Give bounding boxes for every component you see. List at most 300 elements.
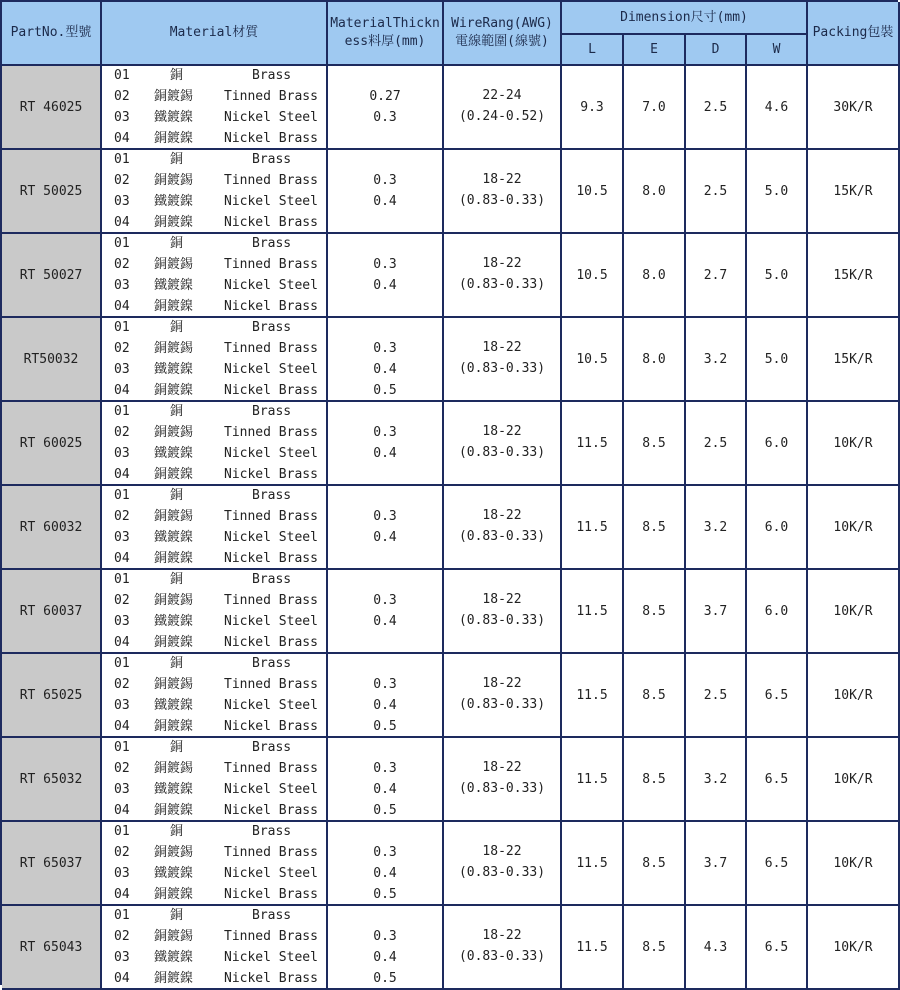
wire-awg: 18-22 (482, 676, 522, 691)
part-number: RT 65037 (19, 855, 83, 871)
material-name-zh: 銅鍍鎳 (154, 299, 194, 314)
material-name-en: Tinned Brass (224, 173, 318, 188)
wire-awg: 18-22 (482, 508, 522, 523)
dim-d-cell (686, 570, 747, 654)
dim-e-value: 7.0 (642, 99, 666, 115)
dim-l-value: 11.5 (576, 435, 608, 451)
material-line (102, 129, 326, 149)
thickness-value: 0.3 (373, 425, 397, 440)
material-line (102, 339, 326, 359)
material-line (102, 423, 326, 443)
material-name-en: Tinned Brass (224, 257, 318, 272)
material-cell (102, 654, 328, 738)
material-name-zh: 鐵鍍鎳 (154, 698, 194, 713)
dim-l-cell (562, 234, 624, 318)
part-number-cell (2, 822, 102, 906)
material-name-zh: 銅鍍錫 (154, 509, 194, 524)
thickness-value: 0.3 (373, 929, 397, 944)
packing-value: 10K/R (833, 435, 873, 451)
dim-w-cell (747, 654, 808, 738)
material-name-en: Nickel Brass (224, 299, 318, 314)
packing-cell (808, 906, 900, 990)
dim-e-cell (624, 318, 686, 402)
packing-value: 30K/R (833, 99, 873, 115)
wire-range-cell (444, 906, 562, 990)
material-name-zh: 銅鍍鎳 (154, 467, 194, 482)
packing-cell (808, 150, 900, 234)
material-line (102, 549, 326, 569)
material-name-zh: 銅鍍錫 (154, 845, 194, 860)
packing-cell (808, 486, 900, 570)
thickness-value: 0.4 (373, 194, 397, 209)
material-name-en: Nickel Steel (224, 110, 318, 125)
material-line (102, 864, 326, 884)
dim-w-cell (747, 738, 808, 822)
material-code: 02 (114, 761, 130, 776)
material-name-zh: 鐵鍍鎳 (154, 950, 194, 965)
dim-d-value: 2.5 (703, 435, 728, 451)
material-code: 01 (114, 152, 130, 167)
part-number-cell (2, 402, 102, 486)
wire-mm: (0.83-0.33) (458, 361, 546, 376)
material-code: 04 (114, 887, 130, 902)
material-name-zh: 銅 (170, 656, 184, 671)
dim-l-value: 11.5 (576, 603, 608, 619)
wire-mm: (0.83-0.33) (458, 193, 546, 208)
material-name-zh: 銅鍍錫 (154, 425, 194, 440)
material-name-zh: 銅鍍錫 (154, 89, 194, 104)
material-line (102, 801, 326, 821)
packing-value: 10K/R (833, 855, 873, 871)
material-line (102, 171, 326, 191)
thickness-value: 0.4 (373, 698, 397, 713)
material-code: 02 (114, 845, 130, 860)
header-thickness-line1: MaterialThickn (330, 16, 440, 31)
table-row (2, 66, 900, 150)
material-line (102, 150, 326, 170)
table-row (2, 234, 900, 318)
wire-mm: (0.83-0.33) (458, 949, 546, 964)
material-name-zh: 鐵鍍鎳 (154, 782, 194, 797)
material-code: 01 (114, 320, 130, 335)
part-number: RT50032 (23, 351, 79, 367)
material-name-en: Brass (252, 740, 292, 755)
material-name-en: Brass (252, 488, 292, 503)
material-name-zh: 銅鍍鎳 (154, 719, 194, 734)
thickness-cell (328, 318, 444, 402)
material-line (102, 402, 326, 422)
packing-value: 10K/R (833, 603, 873, 619)
material-name-en: Nickel Brass (224, 635, 318, 650)
wire-mm: (0.24-0.52) (458, 109, 546, 124)
packing-cell (808, 738, 900, 822)
material-line (102, 234, 326, 254)
wire-range-cell (444, 570, 562, 654)
material-line (102, 633, 326, 653)
header-wire-line1: WireRang(AWG) (451, 16, 553, 31)
packing-value: 15K/R (833, 183, 873, 199)
packing-value: 10K/R (833, 519, 873, 535)
dim-w-cell (747, 570, 808, 654)
wire-awg: 18-22 (482, 844, 522, 859)
material-code: 04 (114, 719, 130, 734)
material-name-en: Nickel Steel (224, 362, 318, 377)
dim-l-value: 11.5 (576, 855, 608, 871)
material-line (102, 948, 326, 968)
dim-e-value: 8.0 (642, 267, 666, 283)
material-name-zh: 銅 (170, 68, 184, 83)
material-name-zh: 銅 (170, 488, 184, 503)
material-name-en: Brass (252, 68, 292, 83)
material-name-en: Nickel Brass (224, 887, 318, 902)
material-name-en: Nickel Brass (224, 215, 318, 230)
material-code: 01 (114, 236, 130, 251)
material-code: 03 (114, 446, 130, 461)
wire-mm: (0.83-0.33) (458, 781, 546, 796)
wire-range-cell (444, 234, 562, 318)
dim-l-cell (562, 402, 624, 486)
dim-l-cell (562, 486, 624, 570)
thickness-value: 0.4 (373, 362, 397, 377)
dim-w-cell (747, 822, 808, 906)
material-code: 02 (114, 929, 130, 944)
thickness-value: 0.4 (373, 446, 397, 461)
material-name-en: Nickel Steel (224, 194, 318, 209)
material-code: 03 (114, 866, 130, 881)
packing-value: 10K/R (833, 687, 873, 703)
material-name-en: Nickel Steel (224, 530, 318, 545)
dim-l-value: 10.5 (576, 267, 608, 283)
table-row (2, 738, 900, 822)
material-code: 01 (114, 404, 130, 419)
wire-mm: (0.83-0.33) (458, 445, 546, 460)
thickness-value: 0.3 (373, 677, 397, 692)
material-line (102, 696, 326, 716)
material-code: 04 (114, 635, 130, 650)
material-name-en: Nickel Steel (224, 698, 318, 713)
material-code: 02 (114, 593, 130, 608)
dim-e-cell (624, 906, 686, 990)
dim-l-cell (562, 150, 624, 234)
wire-range-cell (444, 486, 562, 570)
material-line (102, 507, 326, 527)
material-cell (102, 150, 328, 234)
material-code: 02 (114, 509, 130, 524)
part-number: RT 60032 (19, 519, 83, 535)
material-line (102, 843, 326, 863)
material-name-zh: 銅 (170, 320, 184, 335)
material-name-zh: 銅鍍鎳 (154, 383, 194, 398)
material-name-zh: 銅 (170, 740, 184, 755)
dim-l-value: 11.5 (576, 519, 608, 535)
material-cell (102, 234, 328, 318)
material-code: 04 (114, 383, 130, 398)
material-code: 04 (114, 131, 130, 146)
material-name-zh: 銅鍍鎳 (154, 971, 194, 986)
material-code: 01 (114, 740, 130, 755)
part-number-cell (2, 150, 102, 234)
dim-l-cell (562, 318, 624, 402)
dim-e-cell (624, 654, 686, 738)
dim-d-value: 3.7 (703, 855, 728, 871)
dim-d-cell (686, 738, 747, 822)
dim-e-value: 8.0 (642, 351, 666, 367)
material-name-en: Tinned Brass (224, 593, 318, 608)
dim-w-value: 6.5 (764, 687, 789, 703)
wire-range-cell (444, 318, 562, 402)
header-thickness (328, 2, 444, 66)
thickness-value: 0.5 (373, 719, 397, 734)
table-row (2, 402, 900, 486)
material-cell (102, 66, 328, 150)
dim-w-value: 5.0 (764, 267, 789, 283)
material-line (102, 717, 326, 737)
wire-awg: 18-22 (482, 256, 522, 271)
wire-mm: (0.83-0.33) (458, 613, 546, 628)
material-name-zh: 鐵鍍鎳 (154, 278, 194, 293)
material-name-en: Nickel Brass (224, 803, 318, 818)
part-number-cell (2, 654, 102, 738)
dim-d-value: 2.5 (703, 183, 728, 199)
thickness-cell (328, 234, 444, 318)
dim-d-cell (686, 318, 747, 402)
wire-range-cell (444, 150, 562, 234)
material-name-en: Brass (252, 404, 292, 419)
packing-value: 15K/R (833, 351, 873, 367)
packing-cell (808, 402, 900, 486)
thickness-cell (328, 66, 444, 150)
material-name-zh: 銅 (170, 572, 184, 587)
dim-w-cell (747, 486, 808, 570)
material-line (102, 276, 326, 296)
material-name-zh: 鐵鍍鎳 (154, 866, 194, 881)
material-name-zh: 銅鍍鎳 (154, 551, 194, 566)
material-cell (102, 906, 328, 990)
part-number-cell (2, 234, 102, 318)
header-dim-e: E (624, 35, 686, 66)
part-number: RT 65043 (19, 939, 83, 955)
dim-d-value: 4.3 (703, 939, 728, 955)
part-number: RT 50025 (19, 183, 83, 199)
material-code: 04 (114, 971, 130, 986)
material-line (102, 759, 326, 779)
material-line (102, 570, 326, 590)
wire-range-cell (444, 402, 562, 486)
thickness-value: 0.5 (373, 971, 397, 986)
dim-l-value: 11.5 (576, 687, 608, 703)
packing-value: 15K/R (833, 267, 873, 283)
part-number-cell (2, 906, 102, 990)
thickness-value: 0.5 (373, 383, 397, 398)
table-row (2, 822, 900, 906)
thickness-value: 0.3 (373, 845, 397, 860)
thickness-value: 0.3 (373, 761, 397, 776)
thickness-cell (328, 906, 444, 990)
thickness-value: 0.3 (373, 341, 397, 356)
thickness-cell (328, 150, 444, 234)
material-line (102, 486, 326, 506)
dim-w-cell (747, 150, 808, 234)
material-name-zh: 銅 (170, 404, 184, 419)
material-code: 04 (114, 803, 130, 818)
wire-range-cell (444, 654, 562, 738)
dim-d-value: 2.5 (703, 99, 728, 115)
material-line (102, 297, 326, 317)
material-name-zh: 銅鍍鎳 (154, 887, 194, 902)
material-name-zh: 銅鍍錫 (154, 929, 194, 944)
material-cell (102, 738, 328, 822)
wire-awg: 18-22 (482, 592, 522, 607)
material-line (102, 885, 326, 905)
table-row (2, 654, 900, 738)
wire-mm: (0.83-0.33) (458, 697, 546, 712)
material-name-en: Nickel Steel (224, 278, 318, 293)
material-line (102, 612, 326, 632)
dim-d-value: 3.7 (703, 603, 728, 619)
material-code: 04 (114, 215, 130, 230)
packing-cell (808, 570, 900, 654)
thickness-value: 0.4 (373, 950, 397, 965)
thickness-cell (328, 486, 444, 570)
thickness-cell (328, 822, 444, 906)
material-line (102, 654, 326, 674)
thickness-value: 0.5 (373, 887, 397, 902)
thickness-value: 0.5 (373, 803, 397, 818)
thickness-value: 0.4 (373, 782, 397, 797)
material-code: 03 (114, 194, 130, 209)
dim-e-value: 8.5 (642, 771, 666, 787)
dim-e-cell (624, 402, 686, 486)
packing-cell (808, 318, 900, 402)
wire-awg: 22-24 (482, 88, 522, 103)
packing-cell (808, 654, 900, 738)
wire-mm: (0.83-0.33) (458, 277, 546, 292)
dim-e-value: 8.5 (642, 519, 666, 535)
dim-w-value: 6.5 (764, 939, 789, 955)
dim-w-cell (747, 66, 808, 150)
material-name-en: Nickel Steel (224, 446, 318, 461)
material-code: 04 (114, 551, 130, 566)
material-cell (102, 822, 328, 906)
dim-w-value: 6.5 (764, 855, 789, 871)
material-name-en: Tinned Brass (224, 341, 318, 356)
dim-l-value: 9.3 (580, 99, 604, 115)
material-name-zh: 銅 (170, 236, 184, 251)
packing-cell (808, 66, 900, 150)
material-line (102, 66, 326, 86)
thickness-value: 0.3 (373, 110, 397, 125)
material-name-en: Tinned Brass (224, 425, 318, 440)
packing-value: 10K/R (833, 939, 873, 955)
material-code: 01 (114, 68, 130, 83)
dim-d-cell (686, 150, 747, 234)
material-name-en: Nickel Steel (224, 614, 318, 629)
dim-l-cell (562, 66, 624, 150)
material-code: 03 (114, 950, 130, 965)
material-name-zh: 銅 (170, 152, 184, 167)
part-number: RT 60025 (19, 435, 83, 451)
dim-e-cell (624, 570, 686, 654)
material-line (102, 822, 326, 842)
header-dim-l: L (562, 35, 624, 66)
material-name-en: Brass (252, 236, 292, 251)
dim-w-value: 6.5 (764, 771, 789, 787)
material-name-zh: 鐵鍍鎳 (154, 362, 194, 377)
dim-e-value: 8.5 (642, 855, 666, 871)
dim-w-value: 4.6 (764, 99, 789, 115)
dim-e-cell (624, 234, 686, 318)
dim-l-value: 10.5 (576, 351, 608, 367)
dim-d-cell (686, 66, 747, 150)
material-line (102, 969, 326, 989)
material-line (102, 87, 326, 107)
dim-w-value: 5.0 (764, 351, 789, 367)
material-name-en: Tinned Brass (224, 89, 318, 104)
table-row (2, 570, 900, 654)
dim-l-value: 11.5 (576, 939, 608, 955)
material-code: 02 (114, 677, 130, 692)
wire-awg: 18-22 (482, 928, 522, 943)
dim-l-cell (562, 654, 624, 738)
material-line (102, 381, 326, 401)
dim-d-cell (686, 822, 747, 906)
part-number: RT 65032 (19, 771, 83, 787)
material-name-en: Tinned Brass (224, 677, 318, 692)
material-code: 02 (114, 425, 130, 440)
part-number-cell (2, 486, 102, 570)
dim-d-cell (686, 654, 747, 738)
thickness-value: 0.27 (369, 89, 401, 104)
material-line (102, 255, 326, 275)
dim-d-value: 3.2 (703, 771, 728, 787)
material-code: 02 (114, 89, 130, 104)
dim-w-cell (747, 402, 808, 486)
part-number: RT 65025 (19, 687, 83, 703)
dim-e-value: 8.5 (642, 435, 666, 451)
wire-range-cell (444, 822, 562, 906)
material-name-en: Nickel Steel (224, 950, 318, 965)
thickness-value: 0.3 (373, 173, 397, 188)
dim-w-cell (747, 318, 808, 402)
table-row (2, 486, 900, 570)
material-name-zh: 銅 (170, 908, 184, 923)
thickness-value: 0.4 (373, 614, 397, 629)
dim-l-cell (562, 822, 624, 906)
material-name-zh: 鐵鍍鎳 (154, 530, 194, 545)
material-code: 01 (114, 488, 130, 503)
dim-l-cell (562, 738, 624, 822)
material-cell (102, 318, 328, 402)
material-name-en: Tinned Brass (224, 845, 318, 860)
material-cell (102, 402, 328, 486)
header-dim-d: D (686, 35, 747, 66)
wire-awg: 18-22 (482, 760, 522, 775)
thickness-value: 0.3 (373, 593, 397, 608)
material-name-en: Brass (252, 824, 292, 839)
material-name-en: Tinned Brass (224, 761, 318, 776)
dim-d-cell (686, 486, 747, 570)
thickness-value: 0.4 (373, 866, 397, 881)
material-line (102, 360, 326, 380)
material-code: 01 (114, 656, 130, 671)
header-packing: Packing包裝 (808, 2, 900, 66)
material-line (102, 591, 326, 611)
material-name-zh: 銅鍍錫 (154, 677, 194, 692)
material-name-en: Brass (252, 572, 292, 587)
dim-e-value: 8.0 (642, 183, 666, 199)
material-name-en: Nickel Brass (224, 551, 318, 566)
thickness-value: 0.3 (373, 257, 397, 272)
